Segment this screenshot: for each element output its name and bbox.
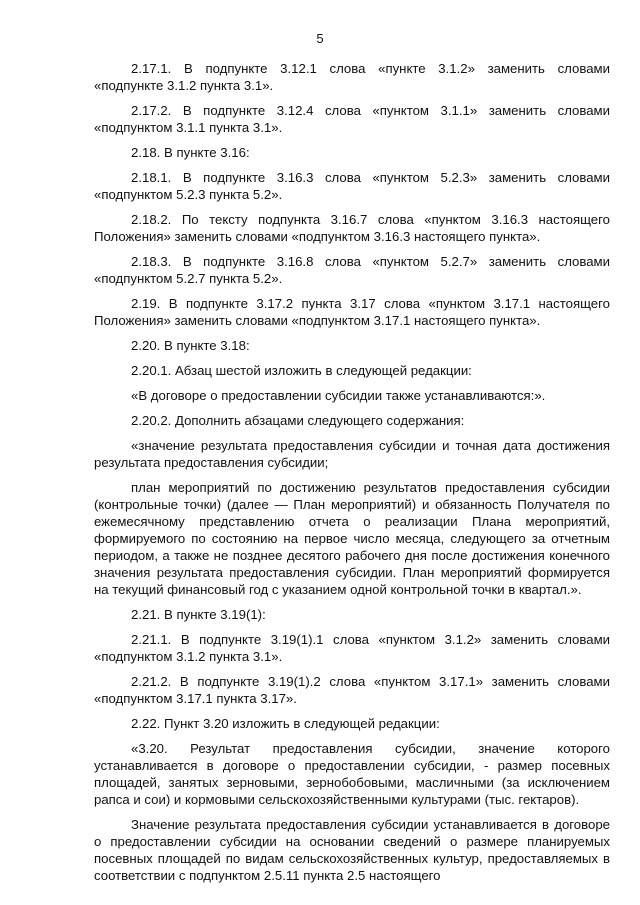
page-number: 5 — [316, 31, 324, 46]
quoted-paragraph-3-20: «3.20. Результат предоставления субсидии, значение которого устанавливается в договоре о предоставлении субсидии, - размер посевных площадей, занятых зерновыми, зернобобовыми, масличными (за исключением рапса и сои) и кормовыми сельскохозяйственными культурами (тыс. гектаров). — [94, 741, 610, 807]
quoted-paragraph-action-plan: план мероприятий по достижению результатов предоставления субсидии (контрольные точки) (далее — План мероприятий) и обязанность Получателя по ежемесячному представлению отчета о реализации Плана мероприятий, формируемого по состоянию на первое число месяца, следующего за отчетным периодом, а также не позднее десятого рабочего дня после достижения конечного значения результата предоставления субсидии. План мероприятий формируется на текущий финансовый год с указанием одной контрольной точки в квартал.». — [94, 480, 610, 597]
quoted-paragraph-result-value: «значение результата предоставления субсидии и точная дата достижения результата предоставления субсидии; — [94, 438, 610, 470]
paragraph-2-20-1: 2.20.1. Абзац шестой изложить в следующей редакции: — [131, 363, 472, 378]
paragraph-2-18-3: 2.18.3. В подпункте 3.16.8 слова «пунктом 5.2.7» заменить словами «подпунктом 5.2.7 пункта 5.2». — [94, 254, 610, 286]
quoted-paragraph-contract: «В договоре о предоставлении субсидии также устанавливаются:». — [131, 388, 546, 403]
paragraph-2-21-1: 2.21.1. В подпункте 3.19(1).1 слова «пунктом 3.1.2» заменить словами «подпунктом 3.1.2 пункта 3.1». — [94, 632, 610, 664]
document-body — [94, 60, 610, 892]
paragraph-2-21-2: 2.21.2. В подпункте 3.19(1).2 слова «пунктом 3.17.1» заменить словами «подпунктом 3.17.1 пункта 3.17». — [94, 674, 610, 706]
quoted-paragraph-result-basis: Значение результата предоставления субсидии устанавливается в договоре о предоставлении субсидии на основании сведений о размере планируемых посевных площадей по видам сельскохозяйственных культур, предоставляемых в соответствии с подпунктом 2.5.11 пункта 2.5 настоящего — [94, 817, 610, 883]
paragraph-2-22: 2.22. Пункт 3.20 изложить в следующей редакции: — [131, 716, 440, 731]
paragraph-2-18-1: 2.18.1. В подпункте 3.16.3 слова «пунктом 5.2.3» заменить словами «подпунктом 5.2.3 пункта 5.2». — [94, 170, 610, 202]
paragraph-2-21: 2.21. В пункте 3.19(1): — [131, 607, 266, 622]
paragraph-2-20: 2.20. В пункте 3.18: — [131, 338, 250, 353]
paragraph-2-18-2: 2.18.2. По тексту подпункта 3.16.7 слова «пунктом 3.16.3 настоящего Положения» заменить словами «подпунктом 3.16.3 настоящего пункта». — [94, 212, 610, 244]
paragraph-2-20-2: 2.20.2. Дополнить абзацами следующего содержания: — [131, 413, 465, 428]
paragraph-2-17-1: 2.17.1. В подпункте 3.12.1 слова «пункте 3.1.2» заменить словами «подпункте 3.1.2 пункта 3.1». — [94, 61, 610, 93]
paragraph-2-18: 2.18. В пункте 3.16: — [131, 145, 250, 160]
paragraph-2-19: 2.19. В подпункте 3.17.2 пункта 3.17 слова «пунктом 3.17.1 настоящего Положения» заменить словами «подпунктом 3.17.1 настоящего пункта». — [94, 296, 610, 328]
paragraph-2-17-2: 2.17.2. В подпункте 3.12.4 слова «пунктом 3.1.1» заменить словами «подпунктом 3.1.1 пункта 3.1». — [94, 103, 610, 135]
